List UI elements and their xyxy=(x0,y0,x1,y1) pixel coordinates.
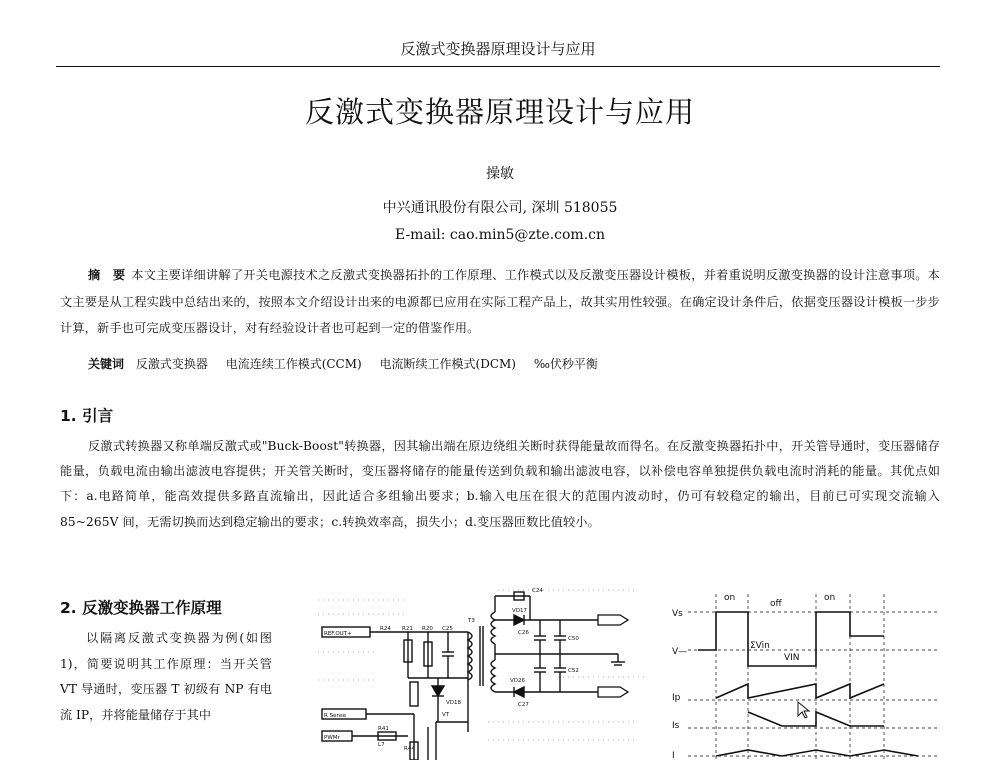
label-vd17: VD17 xyxy=(512,608,527,614)
label-ip: Ip xyxy=(672,693,681,703)
output-port-1 xyxy=(598,615,628,625)
label-vin-a: ΣVin xyxy=(750,641,770,651)
i-waveform xyxy=(716,750,918,756)
keywords xyxy=(88,354,948,374)
label-rsense: R Sense xyxy=(324,713,347,719)
label-c25: C25 xyxy=(442,626,453,632)
resistor xyxy=(410,682,418,706)
label-c27: C27 xyxy=(518,702,529,708)
section-1-text: 反激式转换器又称单端反激式或"Buck-Boost"转换器，因其输出端在原边绕组关断时获得能量故而得名。在反激变换器拓扑中，开关管导通时，变压器储存能量，负载电流由输出滤波电容提供；开关管关断时，变压器将储存的能量传送到负载和输出滤波电容，以补偿电容单独提供负载电流时消耗的能量。其优点如下：a.电路简单，能高效提供多路直流输出，因此适合多组输出要求；b.输入电压在很大的范围内波动时，仍可有较稳定的输出，目前已可实现交流输入 85~265V 间，无需切换而达到稳定输出的要求；c.转换效率高，损失小；d.变压器匝数比值较小。 xyxy=(60,439,940,529)
label-vs: Vs xyxy=(672,609,683,619)
keyword: 电流连续工作模式(CCM) xyxy=(225,357,362,371)
label-t3: T3 xyxy=(468,618,475,624)
label-c24: C24 xyxy=(532,588,543,594)
keyword: ‰伏秒平衡 xyxy=(533,357,598,371)
label-off: off xyxy=(770,599,782,609)
label-l7: L7 xyxy=(378,742,385,748)
abstract-label: 摘 要 xyxy=(88,268,126,282)
running-head: 反激式变换器原理设计与应用 xyxy=(56,36,940,67)
keyword: 电流断续工作模式(DCM) xyxy=(379,357,516,371)
label-r44: R44 xyxy=(404,746,415,752)
email: E-mail: cao.min5@zte.com.cn xyxy=(394,227,606,243)
primary-winding xyxy=(468,632,472,680)
label-c50: C50 xyxy=(568,636,579,642)
label-vd18: VD18 xyxy=(446,700,461,706)
label-c52: C52 xyxy=(568,668,579,674)
ip-waveform xyxy=(716,684,884,698)
abstract-text: 本文主要详细讲解了开关电源技术之反激式变换器拓扑的工作原理、工作模式以及反激变压器设计模板，并着重说明反激变换器的设计注意事项。本文主要是从工程实践中总结出来的，按照本文介绍设计出来的电源都已应用在实际工程产品上，故其实用性较强。在确定设计条件后，依据变压器设计模板一步步计算，新手也可完成变压器设计，对有经验设计者也可起到一定的借鉴作用。 xyxy=(60,268,940,335)
circuit-schematic xyxy=(318,582,650,760)
waveform-diagram xyxy=(668,586,940,760)
diode-vd26 xyxy=(514,687,524,697)
waveform-gridlines xyxy=(688,594,938,760)
label-vd26: VD26 xyxy=(510,678,525,684)
diode-vd17 xyxy=(514,615,524,625)
label-c26: C26 xyxy=(518,630,529,636)
label-vt: VT xyxy=(442,712,450,718)
keyword: 反激式变换器 xyxy=(135,357,208,371)
label-i: I xyxy=(672,751,675,760)
abstract xyxy=(60,262,940,342)
label-is: Is xyxy=(672,721,680,731)
label-r21: R21 xyxy=(402,626,413,632)
affiliation: 中兴通讯股份有限公司, 深圳 518055 xyxy=(382,200,618,216)
label-on-2: on xyxy=(824,593,836,603)
section-2-heading: 2. 反激变换器工作原理 xyxy=(60,599,222,617)
section-1-heading: 1. 引言 xyxy=(60,407,114,425)
mouse-pointer-icon xyxy=(798,702,809,718)
author: 操敏 xyxy=(486,166,514,182)
secondary-winding-1 xyxy=(491,612,495,644)
label-r20: R20 xyxy=(422,626,433,632)
paper-title: 反激式变换器原理设计与应用 xyxy=(304,95,695,129)
is-waveform xyxy=(748,712,884,726)
section-2-text: 以隔离反激式变换器为例(如图 1)，简要说明其工作原理：当开关管 VT 导通时，变压器 T 初级有 NP 有电流 IP，并将能量储存于其中 xyxy=(60,631,272,722)
label-vin-b: VIN xyxy=(784,653,800,663)
label-r24: R24 xyxy=(380,626,391,632)
output-port-2 xyxy=(598,687,628,697)
keywords-label: 关键词 xyxy=(88,357,125,371)
label-vm: V— xyxy=(672,647,688,657)
label-ref-out: REF.OUT+ xyxy=(324,631,352,637)
label-pwm: PWMr xyxy=(324,735,340,741)
label-on-1: on xyxy=(724,593,736,603)
secondary-winding-2 xyxy=(491,660,495,692)
label-r41: R41 xyxy=(378,726,389,732)
